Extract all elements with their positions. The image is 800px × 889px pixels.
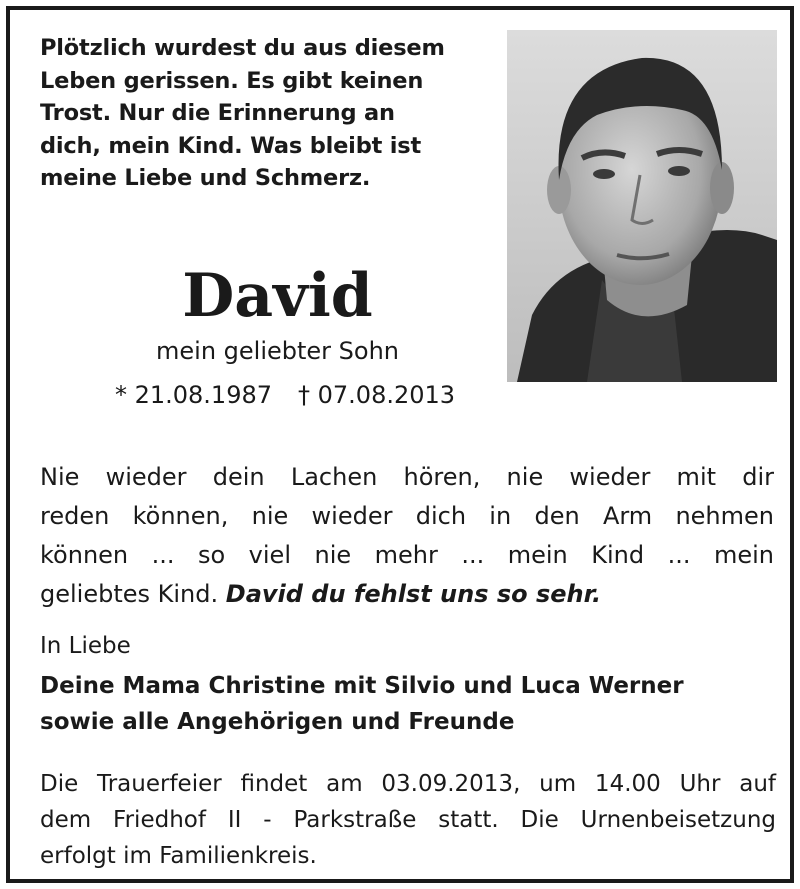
memorial-line: können ... so viel nie mehr ... mein Kind ... mein (40, 541, 774, 569)
relation-label: mein geliebter Sohn (156, 337, 399, 365)
memorial-line-prefix: geliebtes Kind. (40, 580, 219, 608)
service-notice (40, 766, 776, 874)
intro-line: Leben gerissen. Es gibt keinen (40, 67, 424, 94)
intro-verse (40, 32, 500, 195)
obituary-frame (6, 6, 794, 883)
service-line: erfolgt im Familienkreis. (40, 843, 317, 869)
service-line: Die Trauerfeier findet am 03.09.2013, um 14.00 Uhr auf (40, 771, 776, 797)
intro-line: Trost. Nur die Erinnerung an (40, 100, 395, 126)
deceased-name: David (182, 261, 373, 331)
life-dates (65, 380, 505, 410)
signer-line: sowie alle Angehörigen und Freunde (40, 709, 515, 735)
memorial-line (40, 575, 774, 614)
intro-line: Plötzlich wurdest du aus diesem (40, 35, 445, 61)
signature-intro: In Liebe (40, 633, 131, 659)
portrait-photo (507, 30, 777, 382)
service-line: dem Friedhof II - Parkstraße statt. Die Urnenbeisetzung (40, 807, 776, 833)
signer-line: Deine Mama Christine mit Silvio und Luca Werner (40, 673, 684, 699)
signers-block (40, 668, 780, 740)
intro-line: meine Liebe und Schmerz. (40, 165, 371, 191)
memorial-emphasis: David du fehlst uns so sehr. (225, 580, 602, 608)
portrait-illustration (507, 30, 777, 382)
memorial-line: Nie wieder dein Lachen hören, nie wieder mit dir (40, 463, 774, 491)
birth-date: * 21.08.1987 (114, 381, 272, 409)
death-date: † 07.08.2013 (298, 381, 456, 409)
memorial-line: reden können, nie wieder dich in den Arm nehmen (40, 502, 774, 530)
memorial-text (40, 458, 774, 614)
intro-line: dich, mein Kind. Was bleibt ist (40, 132, 422, 159)
